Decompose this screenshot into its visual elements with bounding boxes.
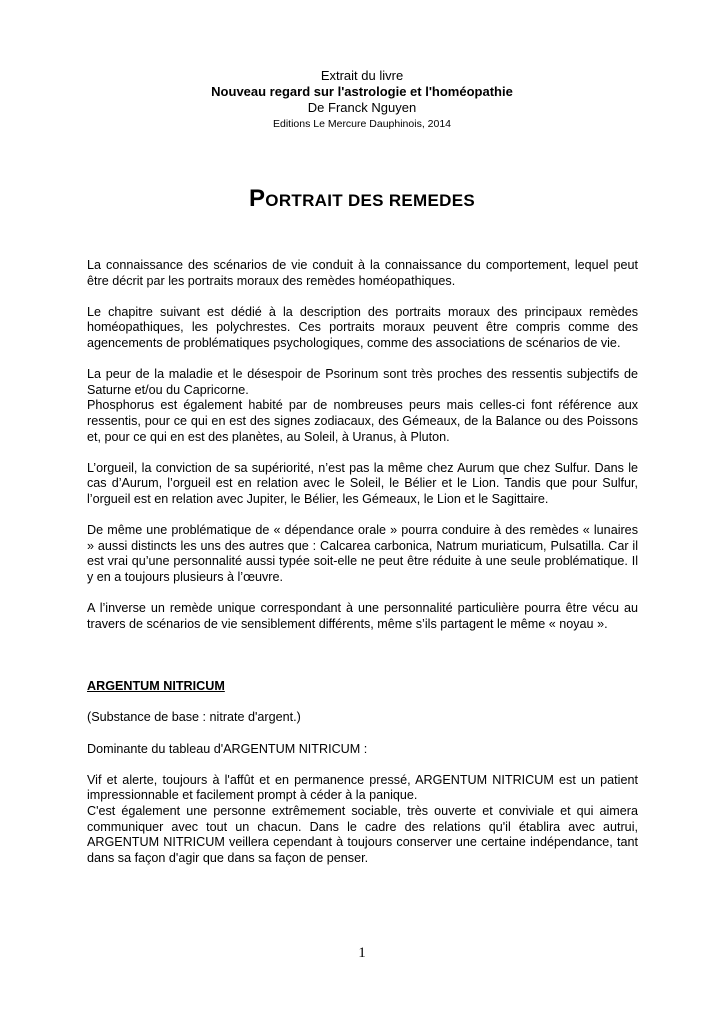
book-header: [0, 68, 724, 132]
title-rest: ORTRAIT DES REMEDES: [265, 191, 476, 210]
page-number: 1: [358, 945, 366, 961]
header-author: De Franck Nguyen: [307, 100, 417, 115]
section-substance: (Substance de base : nitrate d'argent.): [87, 710, 301, 725]
main-text: [87, 258, 638, 882]
paragraph-2: Le chapitre suivant est dédié à la description des portraits moraux des principaux remèdes homéopathiques, les polychrestes. Ces portraits moraux peuvent être compris comme des agencements de problématiques psychologiques, comme des associations de scénarios de vie.: [87, 304, 638, 350]
section-text-1: Vif et alerte, toujours à l'affût et en permanence pressé, ARGENTUM NITRICUM est un patient impressionnable et facilement prompt à céder à la panique.: [87, 772, 638, 803]
paragraph-7: A l’inverse un remède unique correspondant à une personnalité particulière pourra être vécu au travers de scénarios de vie sensiblement différents, même s’ils partagent le même « noyau ».: [87, 601, 638, 631]
paragraph-1: La connaissance des scénarios de vie conduit à la connaissance du comportement, lequel peut être décrit par les portraits moraux des remèdes homéopathiques.: [87, 258, 638, 288]
page-title: [0, 186, 724, 214]
header-book-title: Nouveau regard sur l'astrologie et l'homéopathie: [211, 84, 513, 99]
paragraph-4: Phosphorus est également habité par de nombreuses peurs mais celles-ci font référence aux ressentis, pour ce qui en est des signes zodiacaux, des Gémeaux, de la Balance ou des Poissons et, pour ce qui en est des planètes, au Soleil, à Uranus, à Pluton.: [87, 398, 638, 444]
header-extract-line: Extrait du livre: [320, 68, 404, 83]
paragraph-5: L’orgueil, la conviction de sa supériorité, n’est pas la même chez Aurum que chez Sulfur. Dans le cas d’Aurum, l’orgueil est en relation avec le Soleil, le Bélier et le Lion. Tandis que pour Sulfur, l’orgueil est en relation avec Jupiter, le Bélier, les Gémeaux, le Lion et le Sagittaire.: [87, 460, 638, 506]
section-title: ARGENTUM NITRICUM: [87, 679, 225, 694]
header-publisher: Editions Le Mercure Dauphinois, 2014: [272, 118, 452, 130]
section-text-2: C'est également une personne extrêmement sociable, très ouverte et conviviale et qui aimera communiquer avec tout un chacun. Dans le cadre des relations qu'il établira avec autrui, ARGENTUM NITRICUM veillera cependant à toujours conserver une certaine indépendance, tant dans sa façon d'agir que dans sa façon de penser.: [87, 804, 638, 865]
title-initial: P: [248, 185, 266, 212]
section-dominante: Dominante du tableau d'ARGENTUM NITRICUM :: [87, 741, 368, 756]
paragraph-3: La peur de la maladie et le désespoir de Psorinum sont très proches des ressentis subjectifs de Saturne et/ou du Capricorne.: [87, 367, 638, 397]
paragraph-6: De même une problématique de « dépendance orale » pourra conduire à des remèdes « lunaires » aussi distincts les uns des autres que : Calcarea carbonica, Natrum muriaticum, Pulsatilla. Car il est vrai qu’une personnalité aussi typée soit-elle ne peut être réduite à une seule problématique. Il y en a toujours plusieurs à l’œuvre.: [87, 523, 638, 584]
